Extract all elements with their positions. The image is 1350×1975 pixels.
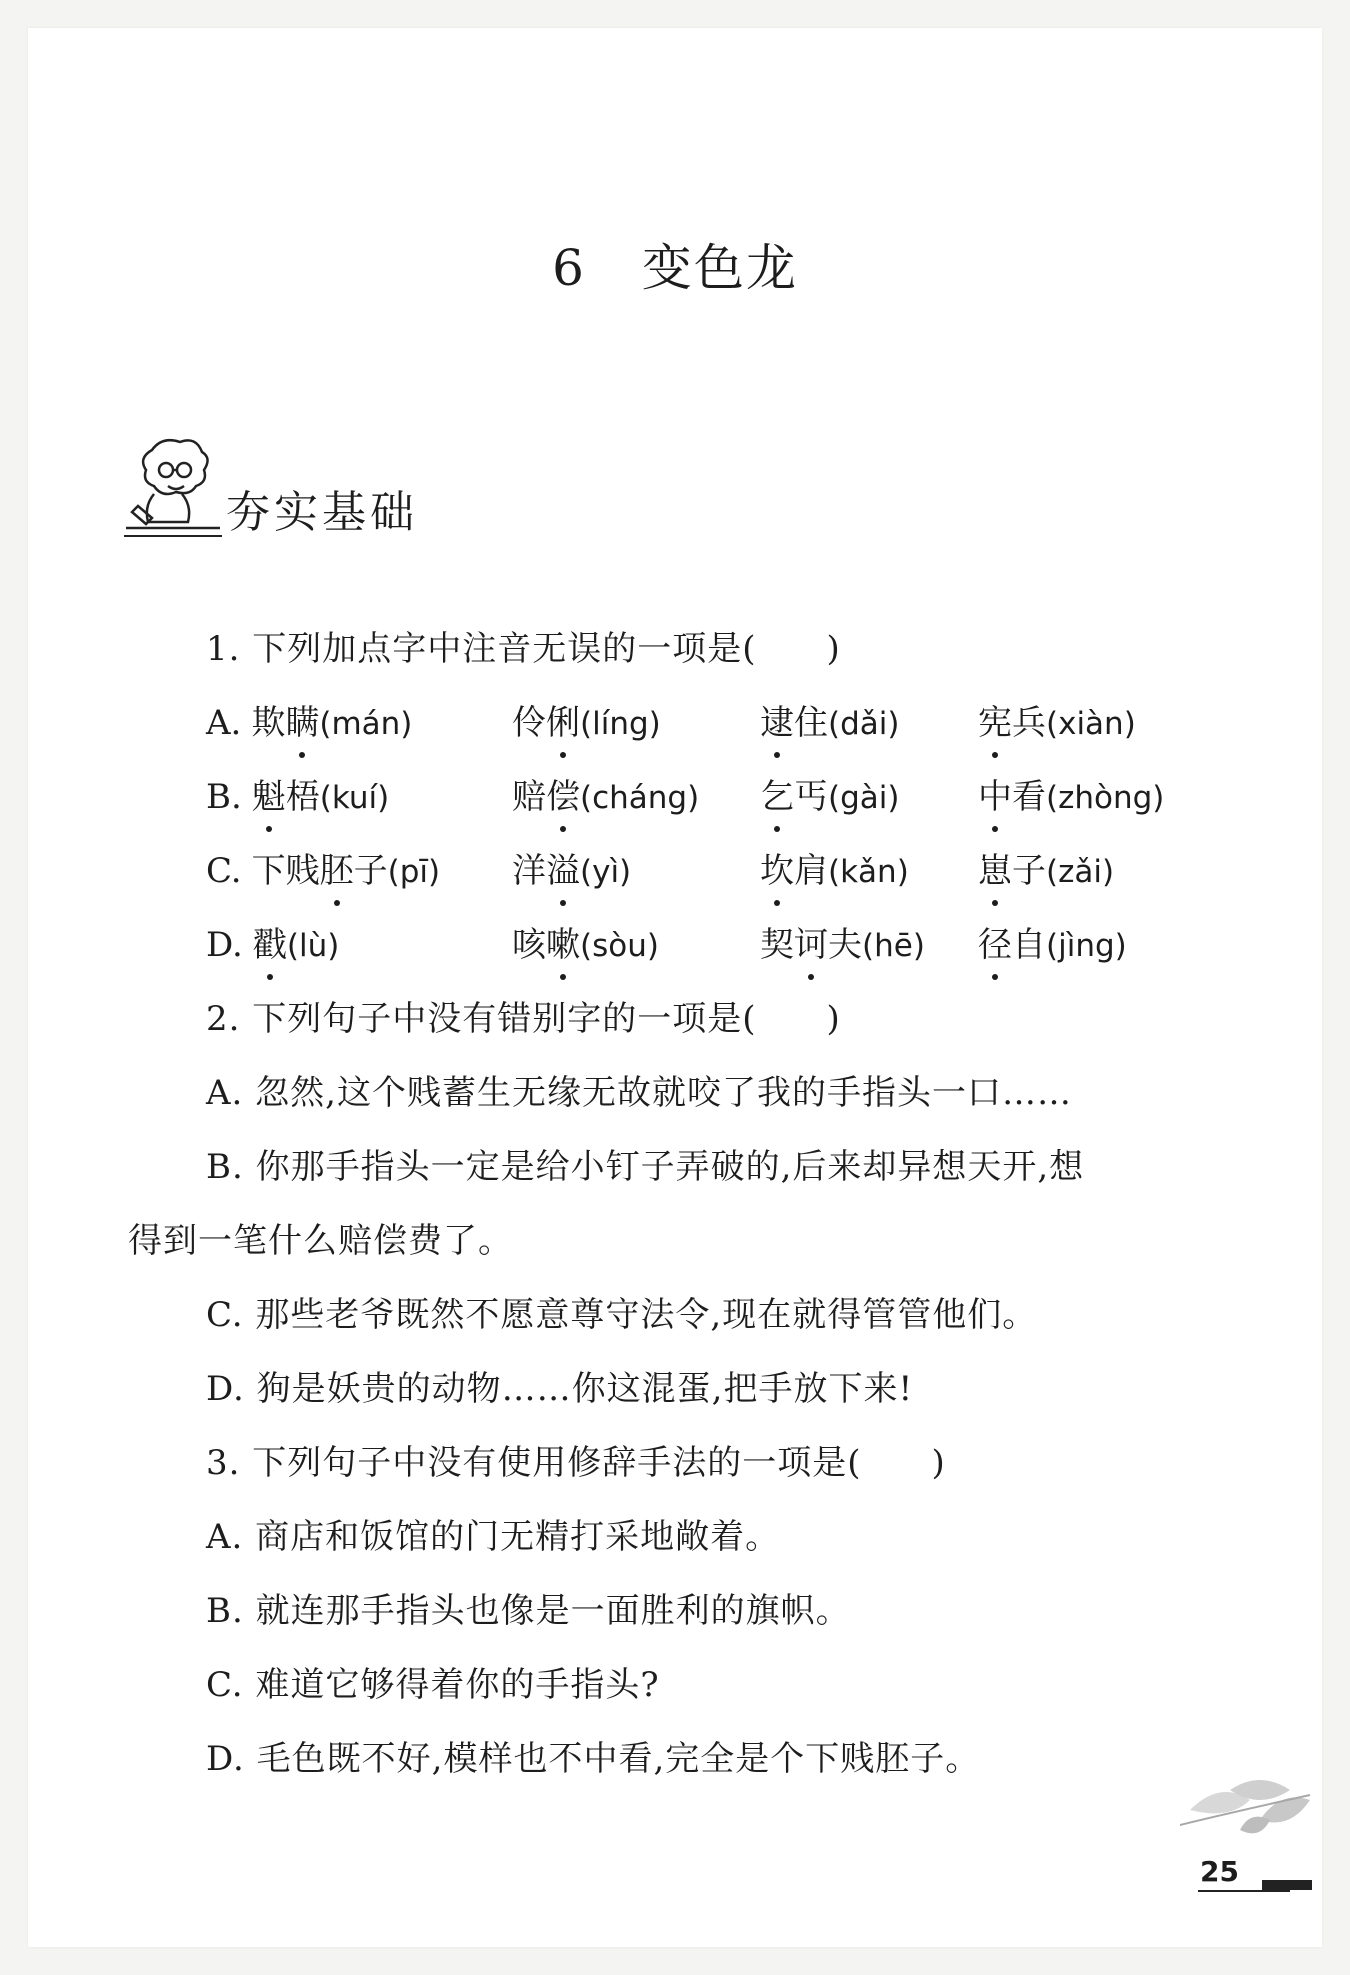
leaf-ornament-icon (1180, 1770, 1320, 1860)
dotted-char: 乞 (760, 769, 794, 818)
dotted-char: 径 (978, 917, 1012, 966)
word-part: 肩 (794, 851, 828, 891)
option-cell (206, 769, 389, 818)
pinyin: (mán) (319, 706, 413, 742)
option-cell (760, 843, 909, 892)
option-letter: D. (206, 925, 243, 965)
section-label: 夯实基础 (226, 487, 418, 538)
pinyin: (hē) (862, 928, 925, 964)
pinyin: (zhòng) (1046, 780, 1165, 816)
q2-option-a: A. 忽然,这个贱蓄生无缘无故就咬了我的手指头一口…… (206, 1073, 1072, 1113)
page-number-rule (1198, 1890, 1290, 1892)
q3-option-c: C. 难道它够得着你的手指头? (206, 1665, 660, 1705)
option-letter: C. (206, 851, 242, 891)
word-part: 自 (1012, 925, 1046, 965)
option-cell (978, 917, 1127, 966)
word-part: 赔 (512, 777, 546, 817)
dotted-char: 魁 (252, 769, 286, 818)
lesson-number: 6 (552, 239, 586, 297)
pinyin: (gài) (828, 780, 900, 816)
dotted-char: 逮 (760, 695, 794, 744)
dotted-char: 嗽 (546, 917, 580, 966)
option-cell (512, 769, 699, 818)
option-cell (512, 695, 661, 744)
word-part: 伶 (512, 703, 546, 743)
q3-stem (206, 1435, 946, 1484)
dotted-char: 坎 (760, 843, 794, 892)
q1-close: ) (826, 629, 841, 669)
pinyin: (pī) (387, 854, 441, 890)
dotted-char: 中 (978, 769, 1012, 818)
option-cell (760, 917, 925, 966)
pinyin: (yì) (580, 854, 632, 890)
word-part: 洋 (512, 851, 546, 891)
word-part: 兵 (1012, 703, 1046, 743)
pinyin: (cháng) (580, 780, 700, 816)
q3-close: ) (931, 1443, 946, 1483)
dotted-char: 胚 (320, 843, 354, 892)
option-cell (978, 695, 1136, 744)
dotted-char: 偿 (546, 769, 580, 818)
dotted-char: 溢 (546, 843, 580, 892)
word-part: 契 (760, 925, 794, 965)
q2-stem (206, 991, 841, 1040)
section-header (124, 436, 444, 546)
dotted-char: 崽 (978, 843, 1012, 892)
option-letter: B. (206, 777, 242, 817)
word-part: 子 (1012, 851, 1046, 891)
q3-option-a: A. 商店和饭馆的门无精打采地敞着。 (206, 1517, 781, 1557)
pinyin: (jìng) (1046, 928, 1127, 964)
option-cell (978, 843, 1114, 892)
reading-scholar-icon (124, 436, 228, 546)
page-number-bar (1262, 1880, 1312, 1890)
q3-option-b: B. 就连那手指头也像是一面胜利的旗帜。 (206, 1591, 851, 1631)
option-cell (760, 695, 899, 744)
option-letter: A. (206, 703, 242, 743)
dotted-char: 诃 (794, 917, 828, 966)
pinyin: (sòu) (580, 928, 659, 964)
q2-stem-text: 2. 下列句子中没有错别字的一项是( (206, 999, 757, 1039)
q2-option-d: D. 狗是妖贵的动物……你这混蛋,把手放下来! (206, 1369, 914, 1409)
pinyin: (kǎn) (828, 854, 909, 890)
q2-close: ) (826, 999, 841, 1039)
pinyin: (kuí) (319, 780, 390, 816)
word-part: 住 (794, 703, 828, 743)
page-title (0, 228, 1350, 300)
option-cell (206, 695, 412, 744)
option-cell (512, 843, 631, 892)
word-part: 下贱 (251, 851, 320, 891)
q2-option-b-continued: 得到一笔什么赔偿费了。 (128, 1221, 513, 1261)
pinyin: (líng) (580, 706, 661, 742)
q1-stem (206, 621, 841, 670)
dotted-char: 俐 (546, 695, 580, 744)
option-cell (760, 769, 899, 818)
q3-option-d: D. 毛色既不好,模样也不中看,完全是个下贱胚子。 (206, 1739, 981, 1779)
option-cell (206, 843, 440, 892)
page-number: 25 (1200, 1855, 1239, 1888)
word-part: 梧 (285, 777, 320, 817)
option-cell (978, 769, 1164, 818)
word-part: 子 (353, 851, 388, 891)
word-part: 看 (1012, 777, 1046, 817)
lesson-title: 变色龙 (641, 239, 798, 297)
q1-stem-text: 1. 下列加点字中注音无误的一项是( (206, 629, 757, 669)
pinyin: (xiàn) (1046, 706, 1136, 742)
pinyin: (dǎi) (828, 706, 900, 742)
q2-option-b: B. 你那手指头一定是给小钉子弄破的,后来却异想天开,想 (206, 1147, 1085, 1187)
option-cell (206, 917, 339, 966)
word-part: 欺 (251, 703, 286, 743)
pinyin: (lù) (286, 928, 340, 964)
pinyin: (zǎi) (1046, 854, 1115, 890)
dotted-char: 宪 (978, 695, 1012, 744)
word-part: 丐 (794, 777, 828, 817)
dotted-char: 瞒 (285, 695, 319, 744)
word-part: 咳 (512, 925, 546, 965)
word-part: 夫 (828, 925, 862, 965)
q2-option-c: C. 那些老爷既然不愿意尊守法令,现在就得管管他们。 (206, 1295, 1038, 1335)
option-cell (512, 917, 659, 966)
q3-stem-text: 3. 下列句子中没有使用修辞手法的一项是( (206, 1443, 862, 1483)
dotted-char: 戳 (253, 917, 287, 966)
